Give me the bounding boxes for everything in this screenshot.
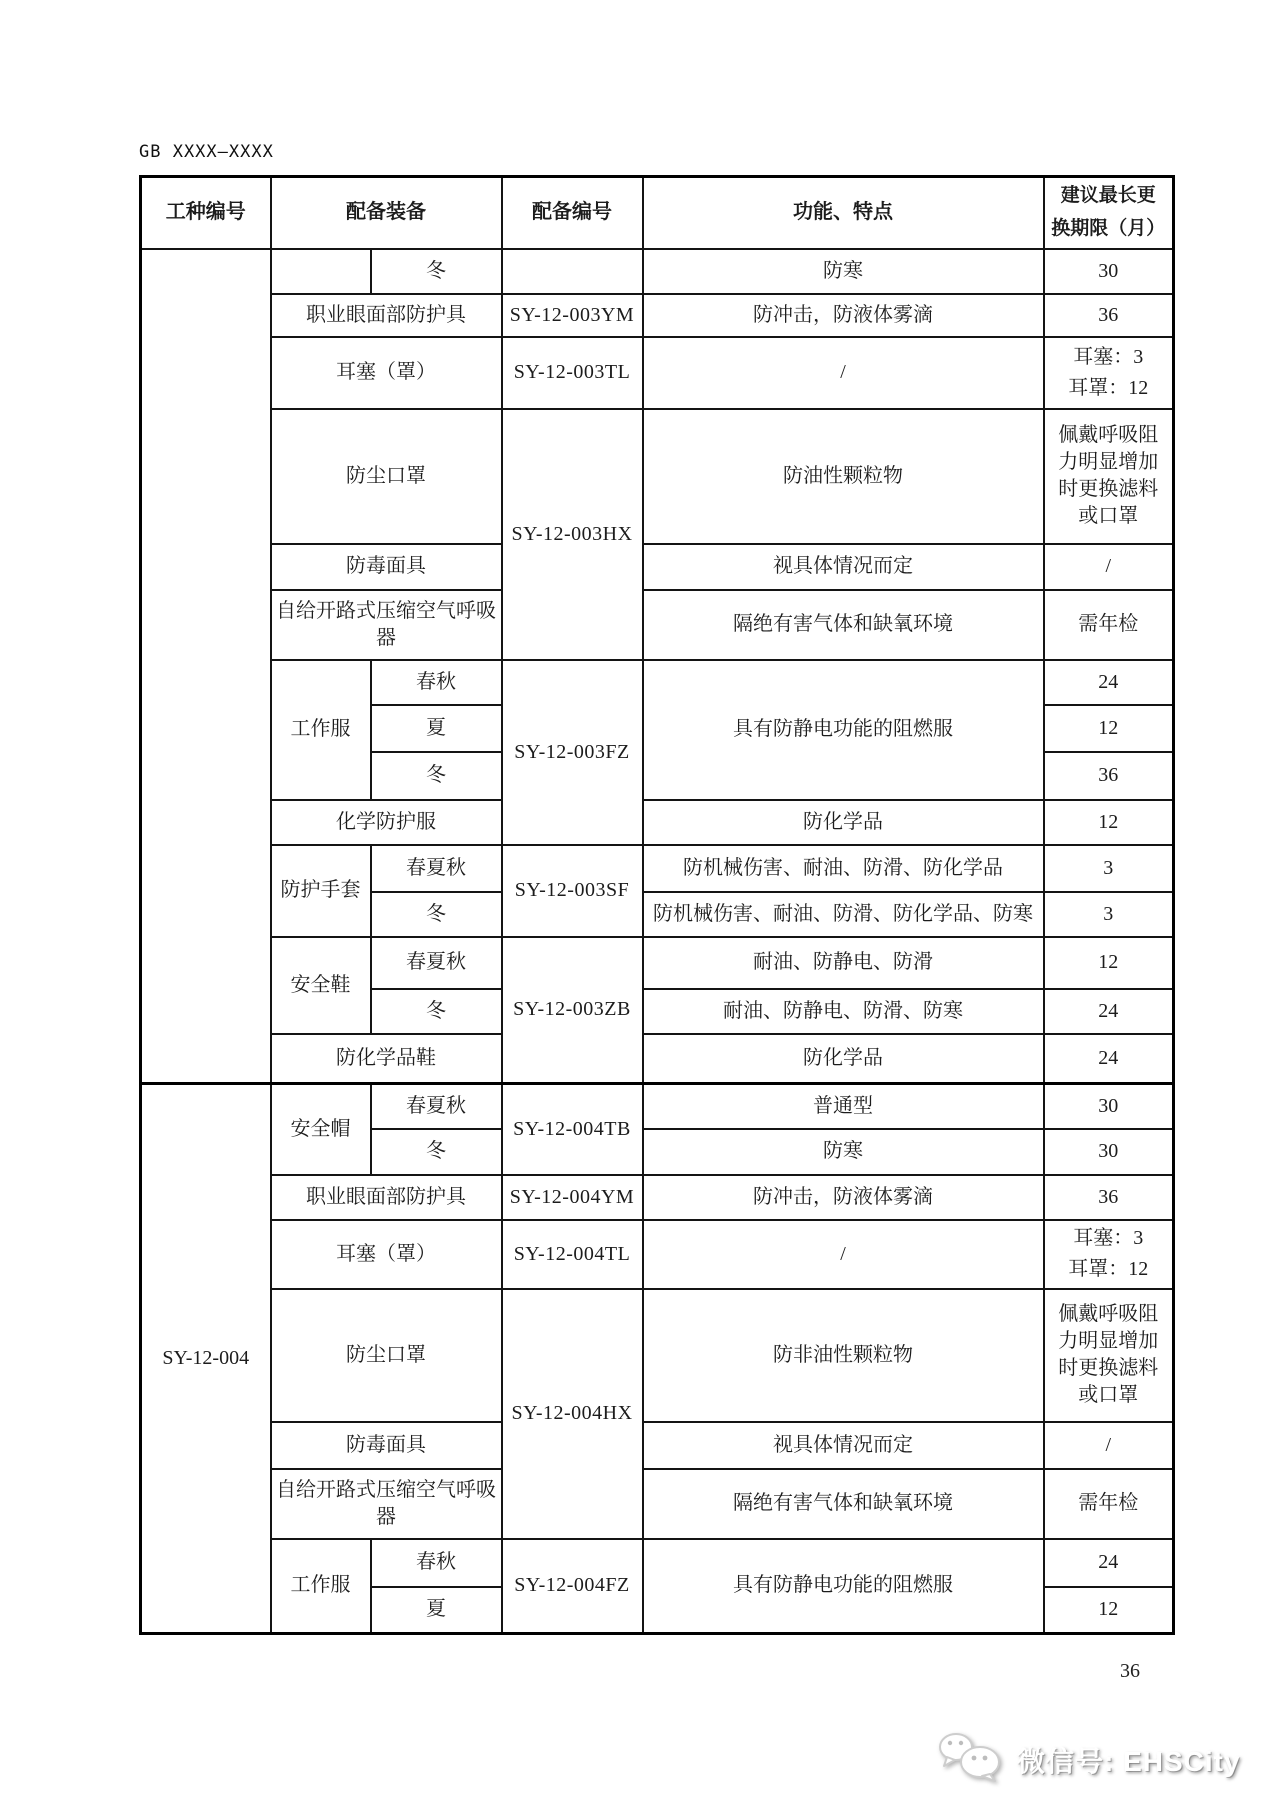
cell-term: 需年检 bbox=[1044, 1469, 1174, 1539]
cell-code: SY-12-003ZB bbox=[502, 937, 643, 1084]
cell-term: 24 bbox=[1044, 989, 1174, 1034]
table-row bbox=[141, 800, 1174, 845]
cell-equipment: 耳塞（罩） bbox=[271, 337, 502, 409]
cell-equipment: 防尘口罩 bbox=[271, 409, 502, 544]
cell-function: 防化学品 bbox=[643, 800, 1044, 845]
table-row bbox=[141, 249, 1174, 294]
table-row bbox=[141, 845, 1174, 892]
cell-season: 冬 bbox=[371, 989, 502, 1034]
cell-code: SY-12-004TL bbox=[502, 1220, 643, 1289]
page-number: 36 bbox=[1120, 1660, 1140, 1682]
cell-term: 36 bbox=[1044, 1175, 1174, 1220]
cell-equipment bbox=[271, 249, 371, 294]
cell-code bbox=[502, 249, 643, 294]
cell-equipment: 防尘口罩 bbox=[271, 1289, 502, 1422]
cell-term: 12 bbox=[1044, 937, 1174, 989]
cell-code: SY-12-003YM bbox=[502, 294, 643, 337]
cell-season: 冬 bbox=[371, 892, 502, 937]
table-row bbox=[141, 1034, 1174, 1084]
header-equipment: 配备装备 bbox=[271, 177, 502, 249]
cell-equipment: 防护手套 bbox=[271, 845, 371, 937]
table-row bbox=[141, 1469, 1174, 1539]
header-code: 配备编号 bbox=[502, 177, 643, 249]
wechat-label: 微信号: EHSCity bbox=[1017, 1745, 1241, 1777]
cell-equipment: 安全帽 bbox=[271, 1084, 371, 1175]
table-row bbox=[141, 590, 1174, 660]
cell-function: 普通型 bbox=[643, 1084, 1044, 1129]
cell-term: 36 bbox=[1044, 294, 1174, 337]
table-row bbox=[141, 1539, 1174, 1587]
cell-code: SY-12-003HX bbox=[502, 409, 643, 660]
cell-code: SY-12-003SF bbox=[502, 845, 643, 937]
cell-term: 需年检 bbox=[1044, 590, 1174, 660]
table-row bbox=[141, 409, 1174, 544]
cell-function: 隔绝有害气体和缺氧环境 bbox=[643, 1469, 1044, 1539]
cell-function: / bbox=[643, 337, 1044, 409]
header-term-line1: 建议最长更 bbox=[1060, 185, 1156, 207]
cell-function: 防非油性颗粒物 bbox=[643, 1289, 1044, 1422]
cell-season: 春夏秋 bbox=[371, 937, 502, 989]
cell-term: 3 bbox=[1044, 892, 1174, 937]
cell-equipment: 职业眼面部防护具 bbox=[271, 294, 502, 337]
table-row bbox=[141, 1422, 1174, 1469]
cell-equipment: 化学防护服 bbox=[271, 800, 502, 845]
table-header-row bbox=[141, 177, 1174, 249]
cell-equipment: 自给开路式压缩空气呼吸器 bbox=[271, 590, 502, 660]
table-row bbox=[141, 1220, 1174, 1289]
cell-equipment: 职业眼面部防护具 bbox=[271, 1175, 502, 1220]
header-job-id: 工种编号 bbox=[141, 177, 271, 249]
cell-function: 防油性颗粒物 bbox=[643, 409, 1044, 544]
cell-term: 佩戴呼吸阻力明显增加时更换滤料或口罩 bbox=[1044, 409, 1174, 544]
cell-function: 耐油、防静电、防滑 bbox=[643, 937, 1044, 989]
cell-term-line2: 耳罩：12 bbox=[1068, 1258, 1149, 1280]
cell-equipment: 防毒面具 bbox=[271, 1422, 502, 1469]
cell-job-id-s2: SY-12-004 bbox=[141, 1084, 271, 1634]
cell-function: 防机械伤害、耐油、防滑、防化学品、防寒 bbox=[643, 892, 1044, 937]
cell-function: 具有防静电功能的阻燃服 bbox=[643, 1539, 1044, 1634]
table-row bbox=[141, 1175, 1174, 1220]
cell-season: 冬 bbox=[371, 752, 502, 800]
table-row bbox=[141, 660, 1174, 705]
cell-term: 12 bbox=[1044, 1587, 1174, 1634]
cell-term-line2: 耳罩：12 bbox=[1068, 376, 1149, 399]
cell-equipment: 自给开路式压缩空气呼吸器 bbox=[271, 1469, 502, 1539]
cell-equipment: 防毒面具 bbox=[271, 544, 502, 590]
ppe-table bbox=[139, 175, 1175, 1635]
cell-term: 30 bbox=[1044, 1129, 1174, 1175]
cell-function: 耐油、防静电、防滑、防寒 bbox=[643, 989, 1044, 1034]
cell-function: 视具体情况而定 bbox=[643, 544, 1044, 590]
cell-season: 春秋 bbox=[371, 1539, 502, 1587]
cell-function: 具有防静电功能的阻燃服 bbox=[643, 660, 1044, 800]
header-term-line2: 换期限（月） bbox=[1051, 217, 1166, 239]
cell-term-line1: 耳塞：3 bbox=[1073, 345, 1144, 368]
table-row bbox=[141, 337, 1174, 409]
cell-season: 冬 bbox=[371, 249, 502, 294]
cell-equipment: 工作服 bbox=[271, 660, 371, 800]
cell-term: 36 bbox=[1044, 752, 1174, 800]
cell-season: 夏 bbox=[371, 1587, 502, 1634]
cell-term: 30 bbox=[1044, 249, 1174, 294]
cell-code: SY-12-003FZ bbox=[502, 660, 643, 845]
cell-term: 30 bbox=[1044, 1084, 1174, 1129]
cell-term bbox=[1044, 1220, 1174, 1289]
cell-term: 佩戴呼吸阻力明显增加时更换滤料或口罩 bbox=[1044, 1289, 1174, 1422]
header-term bbox=[1044, 177, 1174, 249]
cell-function: 隔绝有害气体和缺氧环境 bbox=[643, 590, 1044, 660]
cell-code: SY-12-004FZ bbox=[502, 1539, 643, 1634]
cell-term: 24 bbox=[1044, 1034, 1174, 1084]
cell-equipment: 工作服 bbox=[271, 1539, 371, 1634]
cell-term: 3 bbox=[1044, 845, 1174, 892]
table-row bbox=[141, 1084, 1174, 1129]
cell-function: / bbox=[643, 1220, 1044, 1289]
cell-equipment: 防化学品鞋 bbox=[271, 1034, 502, 1084]
wechat-icon bbox=[935, 1731, 1007, 1788]
cell-term: / bbox=[1044, 544, 1174, 590]
cell-season: 夏 bbox=[371, 705, 502, 752]
cell-job-id-s1 bbox=[141, 249, 271, 1084]
cell-code: SY-12-003TL bbox=[502, 337, 643, 409]
cell-equipment: 安全鞋 bbox=[271, 937, 371, 1034]
wechat-footer bbox=[935, 1731, 1241, 1788]
cell-code: SY-12-004YM bbox=[502, 1175, 643, 1220]
cell-term bbox=[1044, 337, 1174, 409]
cell-term: 24 bbox=[1044, 1539, 1174, 1587]
cell-equipment: 耳塞（罩） bbox=[271, 1220, 502, 1289]
table-row bbox=[141, 937, 1174, 989]
table-row bbox=[141, 294, 1174, 337]
table-row bbox=[141, 1289, 1174, 1422]
header-function: 功能、特点 bbox=[643, 177, 1044, 249]
table-row bbox=[141, 544, 1174, 590]
cell-term: / bbox=[1044, 1422, 1174, 1469]
cell-season: 春夏秋 bbox=[371, 1084, 502, 1129]
cell-function: 防寒 bbox=[643, 249, 1044, 294]
cell-function: 防冲击，防液体雾滴 bbox=[643, 1175, 1044, 1220]
cell-function: 防机械伤害、耐油、防滑、防化学品 bbox=[643, 845, 1044, 892]
cell-code: SY-12-004HX bbox=[502, 1289, 643, 1539]
doc-code: GB XXXX—XXXX bbox=[139, 142, 274, 162]
cell-function: 防寒 bbox=[643, 1129, 1044, 1175]
cell-term-line1: 耳塞：3 bbox=[1073, 1227, 1144, 1249]
cell-function: 防冲击，防液体雾滴 bbox=[643, 294, 1044, 337]
cell-term: 24 bbox=[1044, 660, 1174, 705]
cell-season: 春秋 bbox=[371, 660, 502, 705]
cell-term: 12 bbox=[1044, 800, 1174, 845]
cell-function: 视具体情况而定 bbox=[643, 1422, 1044, 1469]
cell-term: 12 bbox=[1044, 705, 1174, 752]
cell-season: 冬 bbox=[371, 1129, 502, 1175]
cell-code: SY-12-004TB bbox=[502, 1084, 643, 1175]
cell-season: 春夏秋 bbox=[371, 845, 502, 892]
cell-function: 防化学品 bbox=[643, 1034, 1044, 1084]
